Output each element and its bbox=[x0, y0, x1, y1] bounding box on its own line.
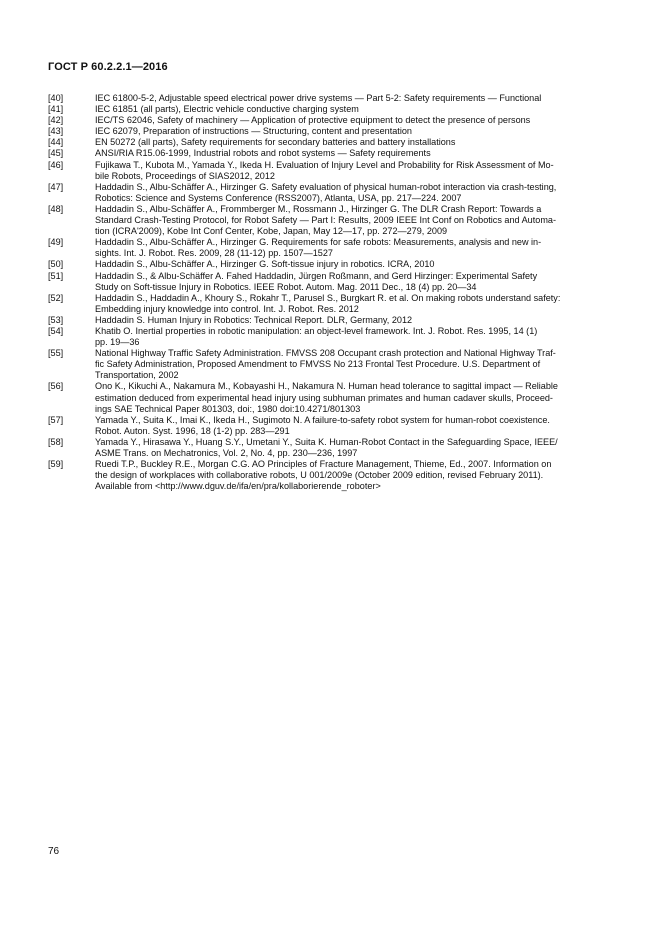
reference-text bbox=[95, 271, 615, 293]
reference-text-line: Ruedi T.P., Buckley R.E., Morgan C.G. AO Principles of Fracture Management, Thieme, Ed., 2007. Information on bbox=[95, 459, 552, 470]
reference-number: [43] bbox=[48, 126, 64, 137]
reference-text bbox=[95, 160, 615, 182]
reference-number: [55] bbox=[48, 348, 64, 359]
reference-text bbox=[95, 315, 615, 326]
reference-text bbox=[95, 437, 615, 459]
reference-text-line: ANSI/RIA R15.06-1999, Industrial robots and robot systems — Safety requirements bbox=[95, 148, 431, 159]
reference-text-line: Haddadin S., Haddadin A., Khoury S., Rokahr T., Parusel S., Burgkart R. et al. On making robots understand safety: bbox=[95, 292, 561, 303]
reference-text-line: Haddadin S., Albu-Schäffer A., Hirzinger G. Soft-tissue injury in robotics. ICRA, 2010 bbox=[95, 259, 435, 270]
reference-text-line: Embedding injury knowledge into control. Int. J. Robot. Res. 2012 bbox=[95, 303, 359, 314]
reference-number: [47] bbox=[48, 181, 64, 192]
references-list bbox=[48, 93, 615, 492]
reference-number: [53] bbox=[48, 314, 64, 325]
reference-text bbox=[95, 237, 615, 259]
reference-text bbox=[95, 415, 615, 437]
reference-text-line: tion (ICRA'2009), Kobe Int Conf Center, Kobe, Japan, May 12—17, pp. 272—279, 2009 bbox=[95, 226, 448, 237]
reference-text-line: ings SAE Technical Paper 801303, doi:, 1980 doi:10.4271/801303 bbox=[95, 403, 361, 414]
reference-text-line: pp. 19—36 bbox=[95, 337, 140, 348]
reference-text-line: Haddadin S., & Albu-Schäffer A. Fahed Haddadin, Jürgen Roßmann, and Gerd Hirzinger: Experimental Safety bbox=[95, 270, 538, 281]
reference-text-line: fic Safety Administration, Proposed Amendment to FMVSS No 213 Frontal Test Procedure. U.S. Department of bbox=[95, 359, 541, 370]
reference-text bbox=[95, 381, 615, 414]
reference-item bbox=[48, 104, 615, 115]
reference-text-line: the design of workplaces with collaborative robots, U 001/2009e (October 2009 edition, revised February 2011). bbox=[95, 470, 544, 481]
reference-item bbox=[48, 137, 615, 148]
reference-item bbox=[48, 326, 615, 348]
reference-item bbox=[48, 126, 615, 137]
reference-text-line: National Highway Traffic Safety Administration. FMVSS 208 Occupant crash protection and National Highway Traf- bbox=[95, 348, 556, 359]
reference-text-line: Haddadin S., Albu-Schäffer A., Hirzinger G. Safety evaluation of physical human-robot interaction via crash-testing, bbox=[95, 181, 557, 192]
reference-text-line: Haddadin S., Albu-Schäffer A., Frommberger M., Rossmann J., Hirzinger G. The DLR Crash Report: Towards a bbox=[95, 203, 542, 214]
reference-item bbox=[48, 381, 615, 414]
reference-text-line: estimation deduced from experimental head injury using subhuman primates and human cadaver skulls, Proceed- bbox=[95, 392, 553, 403]
reference-text-line: Yamada Y., Suita K., Imai K., Ikeda H., Sugimoto N. A failure-to-safety robot system for human-robot coexistence. bbox=[95, 414, 550, 425]
reference-item bbox=[48, 259, 615, 270]
reference-number: [48] bbox=[48, 203, 64, 214]
reference-text-line: bile Robots, Proceedings of SIAS2012, 2012 bbox=[95, 170, 275, 181]
reference-text-line: EN 50272 (all parts), Safety requirements for secondary batteries and battery installations bbox=[95, 137, 456, 148]
reference-text-line: Robot. Auton. Syst. 1996, 18 (1-2) pp. 283—291 bbox=[95, 425, 290, 436]
reference-number: [46] bbox=[48, 159, 64, 170]
reference-item bbox=[48, 437, 615, 459]
page-number: 76 bbox=[48, 846, 60, 857]
reference-number: [56] bbox=[48, 381, 64, 392]
reference-text-line: sights. Int. J. Robot. Res. 2009, 28 (11-12) pp. 1507—1527 bbox=[95, 248, 333, 259]
reference-number: [45] bbox=[48, 148, 64, 159]
reference-text-line: Transportation, 2002 bbox=[95, 370, 179, 381]
reference-text-line: Haddadin S., Albu-Schäffer A., Hirzinger G. Requirements for safe robots: Measurements, analysis and new in- bbox=[95, 237, 542, 248]
reference-text bbox=[95, 182, 615, 204]
reference-text bbox=[95, 104, 615, 115]
reference-text bbox=[95, 459, 615, 492]
reference-item bbox=[48, 415, 615, 437]
reference-item bbox=[48, 293, 615, 315]
reference-text bbox=[95, 126, 615, 137]
reference-text-line: IEC 61851 (all parts), Electric vehicle conductive charging system bbox=[95, 104, 359, 115]
reference-text bbox=[95, 93, 615, 104]
reference-text bbox=[95, 115, 615, 126]
reference-number: [51] bbox=[48, 270, 64, 281]
reference-number: [59] bbox=[48, 459, 64, 470]
reference-number: [44] bbox=[48, 137, 64, 148]
reference-text-line: Haddadin S. Human Injury in Robotics: Technical Report. DLR, Germany, 2012 bbox=[95, 314, 413, 325]
reference-text-line: Standard Crash-Testing Protocol, for Robot Safety — Part I: Results, 2009 IEEE Int Conf on Robotics and Automa- bbox=[95, 215, 556, 226]
reference-text-line: Robotics: Science and Systems Conference (RSS2007), Atlanta, USA, pp. 217—224. 2007 bbox=[95, 192, 462, 203]
reference-text bbox=[95, 259, 615, 270]
reference-text-line: ASME Trans. on Mechatronics, Vol. 2, No. 4, pp. 230—236, 1997 bbox=[95, 448, 358, 458]
reference-item bbox=[48, 148, 615, 159]
reference-text bbox=[95, 293, 615, 315]
reference-text bbox=[95, 326, 615, 348]
reference-text bbox=[95, 204, 615, 237]
reference-text bbox=[95, 137, 615, 148]
reference-number: [41] bbox=[48, 104, 64, 115]
reference-number: [58] bbox=[48, 436, 64, 447]
reference-text-line: Available from <http://www.dguv.de/ifa/en/pra/kollaborierende_roboter> bbox=[95, 481, 381, 492]
reference-item bbox=[48, 348, 615, 381]
reference-text-line: IEC/TS 62046, Safety of machinery — Application of protective equipment to detect the presence of persons bbox=[95, 115, 531, 126]
reference-text-line: Khatib O. Inertial properties in robotic manipulation: an object-level framework. Int. J. Robot. Res. 1995, 14 (1) bbox=[95, 325, 538, 336]
reference-number: [52] bbox=[48, 292, 64, 303]
reference-number: [42] bbox=[48, 115, 64, 126]
reference-text-line: Yamada Y., Hirasawa Y., Huang S.Y., Umetani Y., Suita K. Human-Robot Contact in the Safeguarding Space, IEEE/ bbox=[95, 436, 558, 447]
reference-text-line: Ono K., Kikuchi A., Nakamura M., Kobayashi H., Nakamura N. Human head tolerance to sagittal impact — Reliable bbox=[95, 381, 558, 392]
reference-item bbox=[48, 182, 615, 204]
document-header: ГОСТ Р 60.2.2.1—2016 bbox=[48, 61, 168, 73]
reference-number: [49] bbox=[48, 237, 64, 248]
reference-item bbox=[48, 160, 615, 182]
reference-number: [40] bbox=[48, 93, 64, 103]
reference-item bbox=[48, 115, 615, 126]
reference-item bbox=[48, 237, 615, 259]
reference-item bbox=[48, 93, 615, 104]
reference-text-line: Fujikawa T., Kubota M., Yamada Y., Ikeda H. Evaluation of Injury Level and Probability for Risk Assessment of Mo- bbox=[95, 159, 554, 170]
reference-item bbox=[48, 315, 615, 326]
reference-text-line: IEC 62079, Preparation of instructions — Structuring, content and presentation bbox=[95, 126, 412, 137]
reference-text-line: Study on Soft-tissue Injury in Robotics. IEEE Robot. Autom. Mag. 2011 Dec., 18 (4) pp. 20—34 bbox=[95, 281, 477, 292]
reference-text bbox=[95, 148, 615, 159]
reference-number: [50] bbox=[48, 259, 64, 270]
reference-text bbox=[95, 348, 615, 381]
reference-text-line: IEC 61800-5-2, Adjustable speed electrical power drive systems — Part 5-2: Safety requirements — Functional bbox=[95, 93, 542, 103]
reference-number: [54] bbox=[48, 325, 64, 336]
reference-item bbox=[48, 271, 615, 293]
reference-number: [57] bbox=[48, 414, 64, 425]
reference-item bbox=[48, 204, 615, 237]
reference-item bbox=[48, 459, 615, 492]
